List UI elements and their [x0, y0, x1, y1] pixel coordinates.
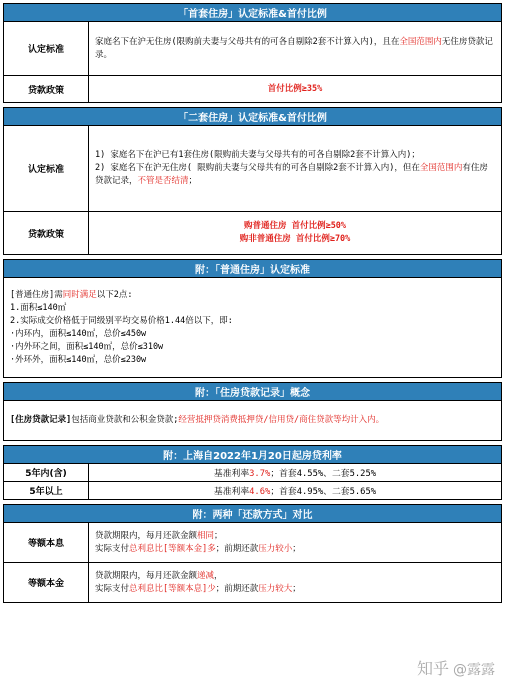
section-title-loan-record: 附：「住房贷款记录」概念 — [4, 383, 502, 401]
loan-record-definition: [住房贷款记录]包括商业贷款和公积金贷款;经营抵押贷消费抵押贷/信用贷/商住贷款等均计入内。 — [4, 401, 502, 441]
section-title-second-home: 「二套住房」认定标准&首付比例 — [4, 108, 502, 126]
policy-table — [3, 3, 502, 603]
watermark-author: @露露 — [453, 662, 495, 678]
list-item: 1.面积≤140㎡ — [10, 302, 67, 313]
loan-policy-text: 首付比例≥35% — [89, 76, 502, 103]
section-title-repayment: 附：两种「还款方式」对比 — [4, 505, 502, 523]
section-title-first-home: 「首套住房」认定标准&首付比例 — [4, 4, 502, 22]
watermark-brand: 知乎 — [416, 659, 449, 678]
repayment-method-label: 等额本息 — [4, 523, 89, 563]
watermark — [417, 656, 495, 679]
rate-text: 基准利率4.6%；首套4.95%、二套5.65% — [89, 482, 502, 500]
ordinary-home-criteria: [普通住房]需同时满足以下2点: 1.面积≤140㎡ 2.实际成交价格低于同级别平均交易价格1.44倍以下，即: ·内环内，面积≤140㎡，总价≤450w ·内外环之间，面积≤140㎡，总价≤310w ·外环外，面积≤140㎡，总价≤230w — [4, 278, 502, 378]
loan-policy-label: 贷款政策 — [4, 212, 89, 255]
repayment-method-text: 贷款期限内，每月还款金额相同； 实际支付总利息比[等额本金]多；前期还款压力较小； — [89, 523, 502, 563]
list-item: ·外环外，面积≤140㎡，总价≤230w — [10, 354, 147, 365]
repayment-method-label: 等额本金 — [4, 563, 89, 603]
list-item: ·内外环之间，面积≤140㎡，总价≤310w — [10, 341, 164, 352]
repayment-method-text: 贷款期限内，每月还款金额递减， 实际支付总利息比[等额本息]少；前期还款压力较大； — [89, 563, 502, 603]
criteria-text: 1) 家庭名下在沪已有1套住房(限购前夫妻与父母共有的可各自剔除2套不计算入内)； 2) 家庭名下在沪无住房( 限购前夫妻与父母共有的可各自剔除2套不计算入内)，但在全国范围内有住房贷款记录，不管是否结清； — [89, 126, 502, 212]
criteria-text: 家庭名下在沪无住房(限购前夫妻与父母共有的可各自剔除2套不计算入内)，且在全国范围内无住房贷款记录。 — [89, 22, 502, 76]
list-item: ·内环内，面积≤140㎡，总价≤450w — [10, 328, 147, 339]
rate-term-label: 5年内(含) — [4, 464, 89, 482]
rate-text: 基准利率3.7%；首套4.55%、二套5.25% — [89, 464, 502, 482]
list-item: 2.实际成交价格低于同级别平均交易价格1.44倍以下，即: — [10, 315, 233, 326]
section-title-mortgage-rate: 附：上海自2022年1月20日起房贷利率 — [4, 446, 502, 464]
criteria-label: 认定标准 — [4, 126, 89, 212]
loan-policy-text: 购普通住房 首付比例≥50% 购非普通住房 首付比例≥70% — [89, 212, 502, 255]
section-title-ordinary-home: 附：「普通住房」认定标准 — [4, 260, 502, 278]
criteria-label: 认定标准 — [4, 22, 89, 76]
rate-term-label: 5年以上 — [4, 482, 89, 500]
loan-policy-label: 贷款政策 — [4, 76, 89, 103]
